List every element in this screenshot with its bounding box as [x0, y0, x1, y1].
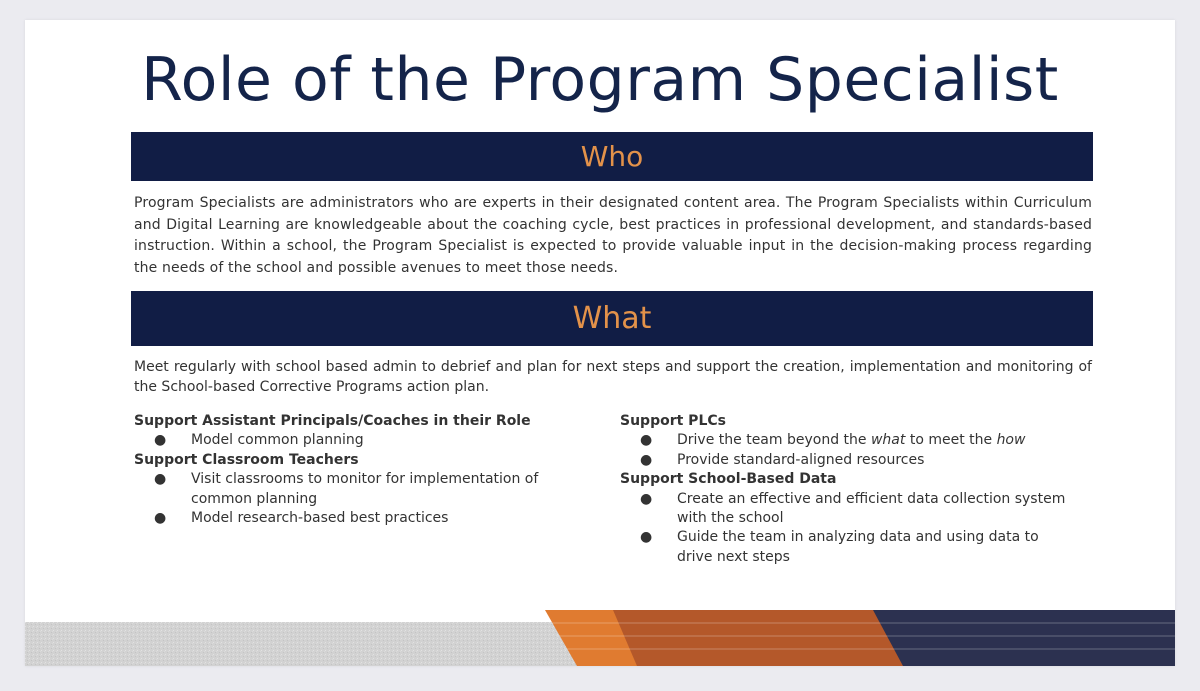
- slide-title: Role of the Program Specialist: [141, 45, 1059, 115]
- who-paragraph: Program Specialists are administrators who are experts in their designated content area. The Program Specialists within Curriculum and Digital Learning are knowledgeable about the coaching cycle, best practices in professional development, and standards-based instruction. Within a school, the Program Specialist is expected to provide valuable input in the decision-making process regarding the needs of the school and possible avenues to meet those needs.: [134, 195, 1092, 277]
- emphasis-what: what: [870, 432, 906, 449]
- list-item-text: Create an effective and efficient data collection system with the school: [677, 490, 1066, 527]
- list-item-text: Guide the team in analyzing data and using data to drive next steps: [677, 529, 1039, 565]
- emphasis-how: how: [996, 432, 1026, 449]
- bullet-list: [620, 431, 1090, 470]
- list-item: [134, 431, 561, 450]
- bullet-list: [134, 470, 594, 528]
- decorative-footer: [25, 610, 1175, 666]
- text-segment: to meet the: [905, 432, 997, 449]
- section-heading: Support Assistant Principals/Coaches in their Role: [134, 413, 531, 429]
- list-item: [620, 490, 1077, 529]
- list-item-text: Provide standard-aligned resources: [677, 451, 925, 468]
- list-item-text: Visit classrooms to monitor for implementation of common planning: [191, 471, 539, 507]
- list-item: [134, 470, 561, 509]
- bullet-icon: ●: [640, 451, 653, 468]
- list-item: [620, 528, 1077, 567]
- list-item-text: [677, 432, 1025, 448]
- bullet-list: [134, 431, 594, 450]
- bullet-icon: ●: [640, 490, 653, 507]
- bullet-icon: ●: [640, 432, 653, 449]
- who-label: Who: [580, 140, 644, 173]
- section-heading: Support School-Based Data: [620, 471, 837, 488]
- bullet-icon: ●: [154, 471, 167, 488]
- list-item-text: Model research-based best practices: [191, 510, 449, 527]
- bullet-list: [620, 490, 1090, 568]
- right-column: [620, 412, 1090, 567]
- what-paragraph: Meet regularly with school based admin to debrief and plan for next steps and support the creation, implementation and monitoring of the School-based Corrective Programs action plan.: [134, 359, 1092, 395]
- list-item: [620, 431, 1077, 450]
- rust-stripe-block: [605, 610, 903, 666]
- what-banner: [131, 291, 1093, 346]
- who-banner: [131, 132, 1093, 181]
- section-heading: Support Classroom Teachers: [134, 451, 359, 468]
- list-item: [620, 451, 1077, 470]
- left-column: [134, 412, 594, 528]
- bullet-icon: ●: [154, 432, 167, 449]
- slide: [25, 20, 1175, 666]
- list-item-text: Model common planning: [191, 432, 364, 449]
- bullet-icon: ●: [154, 510, 167, 527]
- list-item: [134, 509, 561, 528]
- navy-stripe-block: [870, 610, 1175, 666]
- text-segment: Drive the team beyond the: [677, 432, 871, 449]
- section-heading: Support PLCs: [620, 413, 726, 429]
- what-label: What: [572, 301, 652, 336]
- bullet-icon: ●: [640, 529, 653, 546]
